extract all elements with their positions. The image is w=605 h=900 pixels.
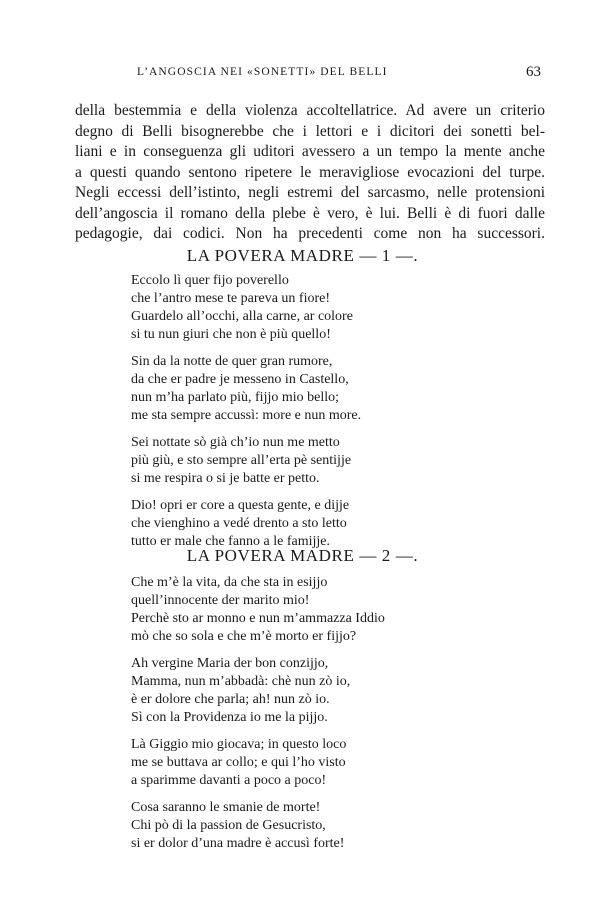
verse-line: Perchè sto ar monno e nun m’ammazza Iddio: [131, 611, 385, 626]
verse-line: mò che so sola e che m’è morto er fijjo?: [131, 629, 357, 644]
verse-line: Guardelo all’occhi, alla carne, ar colore: [131, 309, 353, 324]
verse-line: Ah vergine Maria der bon conzijjo,: [131, 656, 329, 671]
verse-line: da che er padre je messeno in Castello,: [131, 372, 349, 387]
verse-line: Sì con la Providenza io me la pijjo.: [131, 710, 328, 725]
verse-line: più giù, e sto sempre all’erta pè sentijje: [131, 453, 352, 468]
verse-line: me se buttava ar collo; e qui l’ho visto: [131, 755, 346, 770]
prose-line: pedagogie, dai codici. Non ha precedenti come non ha successori.: [75, 225, 545, 242]
prose-line: della bestemmia e della violenza accoltellatrice. Ad avere un criterio: [75, 102, 545, 119]
verse-line: che vienghino a vedé drento a sto letto: [131, 516, 347, 531]
verse-line: che l’antro mese te pareva un fiore!: [131, 291, 331, 306]
stanza: [0, 272, 605, 344]
verse-line: Cosa saranno le smanie de morte!: [131, 800, 321, 815]
verse-line: si tu nun giuri che non è più quello!: [131, 327, 331, 342]
verse-line: Mamma, nun m’abbadà: chè nun zò io,: [131, 674, 351, 689]
prose-line: degno di Belli bisognerebbe che i lettori e i dicitori dei sonetti bel-: [75, 122, 545, 140]
stanza: [0, 497, 605, 551]
poem-2-title: LA POVERA MADRE — 2 —.: [186, 546, 419, 565]
stanza: [0, 799, 605, 853]
prose-paragraph: [75, 101, 545, 245]
stanza: [0, 434, 605, 488]
verse-line: Eccolo lì quer fijo poverello: [131, 273, 289, 288]
stanza: [0, 574, 605, 646]
verse-line: quell’innocente der marito mio!: [131, 593, 310, 608]
verse-line: si er dolor d’una madre è accusì forte!: [131, 836, 345, 851]
prose-line: dell’angoscia il romano della plebe è vero, è lui. Belli è di fuori dalle: [75, 204, 545, 222]
verse-line: si me respira o si je batte er petto.: [131, 471, 320, 486]
prose-line: a questi quando sentono ripetere le meravigliose evocazioni del turpe.: [75, 163, 545, 181]
verse-line: me sta sempre accussì: more e nun more.: [131, 408, 362, 423]
verse-line: Là Giggio mio giocava; in questo loco: [131, 737, 347, 752]
verse-line: Chi pò di la passion de Gesucristo,: [131, 818, 326, 833]
page-number: 63: [526, 64, 541, 80]
verse-line: Dio! opri er core a questa gente, e dijje: [131, 498, 350, 513]
poem-2: [0, 574, 605, 862]
stanza: [0, 736, 605, 790]
verse-line: Sin da la notte de quer gran rumore,: [131, 354, 333, 369]
poem-1-title: LA POVERA MADRE — 1 —.: [186, 246, 419, 265]
verse-line: Sei nottate sò già ch’io nun me metto: [131, 435, 340, 450]
poem-1: [0, 272, 605, 560]
verse-line: è er dolore che parla; ah! nun zò io.: [131, 692, 330, 707]
page-header: [75, 66, 541, 86]
verse-line: a sparimme davanti a poco a poco!: [131, 773, 327, 788]
verse-line: tutto er male che fanno a le famijje.: [131, 534, 331, 549]
verse-line: Che m’è la vita, da che sta in esijjo: [131, 575, 328, 590]
stanza: [0, 655, 605, 727]
running-title: L’ANGOSCIA NEI «SONETTI» DEL BELLI: [137, 66, 388, 78]
prose-line: liani e in conseguenza gli uditori avessero a un tempo la mente anche: [75, 143, 545, 160]
verse-line: nun m’ha parlato più, fijjo mio bello;: [131, 390, 340, 405]
stanza: [0, 353, 605, 425]
prose-line: Negli eccessi dell’istinto, negli estremi del sarcasmo, nelle protensioni: [75, 184, 545, 201]
